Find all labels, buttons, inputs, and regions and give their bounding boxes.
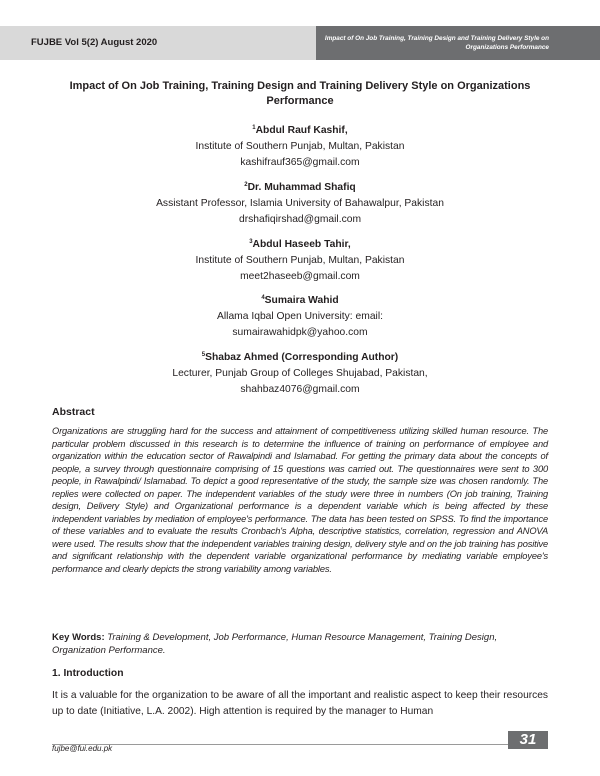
author-block-2 [80,177,520,228]
author-affiliation: Institute of Southern Punjab, Multan, Pakistan [195,141,405,152]
footer-email: fujbe@fui.edu.pk [52,744,113,753]
author-name: $^1$Abdul Rauf Kashif, [252,125,348,136]
author-name: $^2$Dr. Muhammad Shafiq [244,182,356,193]
author-email: shahbaz4076@gmail.com [240,384,360,395]
keywords-label: Key Words: [52,632,105,643]
author-name: $^5$Shabaz Ahmed (Corresponding Author) [201,352,399,363]
keywords [52,631,548,657]
author-affiliation: Assistant Professor, Islamia University of Bahawalpur, Pakistan [156,198,444,209]
introduction-heading: 1. Introduction [52,668,124,679]
journal-issue: FUJBE Vol 5(2) August 2020 [0,26,316,60]
author-affiliation: Lecturer, Punjab Group of Colleges Shujabad, Pakistan, [172,368,428,379]
author-block-3 [80,234,520,285]
author-number: 5 [201,352,206,358]
header-bar [0,26,600,60]
running-title [316,26,600,60]
author-number: 2 [244,182,248,188]
author-block-1 [80,120,520,171]
introduction-text: It is a valuable for the organization to be aware of all the important and realistic aspect to keep their resources up to date (Initiative, L.A. 2002). High attention is required by the manager to Human [52,690,548,717]
author-number: 3 [249,239,253,245]
author-number: 4 [261,295,265,301]
abstract-text: Organizations are struggling hard for the success and attainment of competitiveness utilizing skilled human resource. The particular problem discussed in this research is to determine the influence of training on performance of employee and organization within the education sector of Rawalpindi and Islamabad. For getting the primary data about the concepts of people, a survey through questionnaire comprising of 15 questions was carried out. The questionnaires were sent to 300 people, in Rawalpindi/ Islamabad. To depict a good representative of the study, the sample size was chosen randomly. The replies were collected on paper. The independent variables of the study were three in numbers (On job training, Training design, Delivery Style) and Organizational performance is a dependent variable which is being affected by these independent variables by mediation of employee's performance. The data has been tested on SPSS. To find the importance of these variables and to evaluate the results Cronbach's Alpha, descriptive statistics, correlation, regression and ANOVA were used. The results show that the independent variables training design, delivery style and on the job training has positive and significant relationship with the dependent variable organizational performance by mediating variable employee's performance and clearly depicts the strong variability among variables. [52,426,548,575]
author-number: 1 [252,125,256,131]
author-block-5 [80,347,520,398]
author-email: sumairawahidpk@yahoo.com [232,327,368,338]
running-title-line-2: Organizations Performance [465,44,549,51]
author-name: $^3$Abdul Haseeb Tahir, [249,239,351,250]
author-block-4 [80,290,520,341]
paper-title [60,79,540,109]
author-email: meet2haseeb@gmail.com [240,271,360,282]
running-title-line-1: Impact of On Job Training, Training Design and Training Delivery Style on [324,35,549,42]
abstract-heading: Abstract [52,406,95,418]
page-number: 31 [508,731,548,749]
author-affiliation: Allama Iqbal Open University: email: [217,311,383,322]
keywords-text: Training & Development, Job Performance, Human Resource Management, Training Design, Organization Performance. [52,632,498,656]
author-email: kashifrauf365@gmail.com [240,157,360,168]
author-affiliation: Institute of Southern Punjab, Multan, Pakistan [195,255,405,266]
paper-title-line-1: Impact of On Job Training, Training Design and Training Delivery Style on Organizations [69,80,531,92]
footer-divider [52,744,548,745]
author-email: drshafiqirshad@gmail.com [238,214,362,225]
author-name: $^4$Sumaira Wahid [261,295,339,306]
paper-title-line-2: Performance [266,95,334,107]
